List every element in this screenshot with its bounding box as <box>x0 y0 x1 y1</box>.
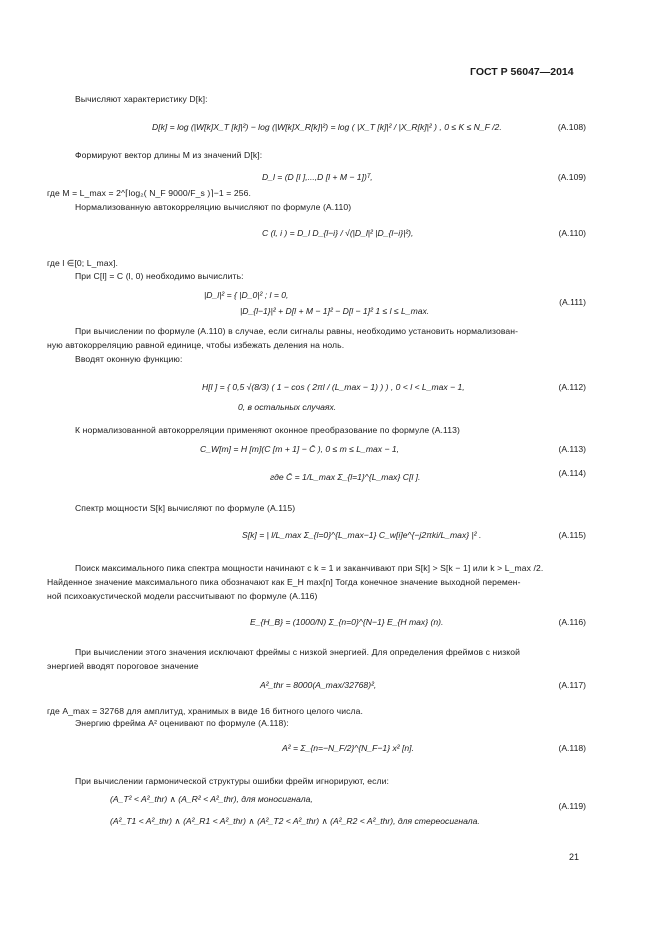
paragraph <box>47 706 363 716</box>
paragraph-text: энергией вводят пороговое значение <box>47 661 199 671</box>
paragraph-text: Энергию фрейма A² оценивают по формуле (А.118): <box>75 718 289 728</box>
paragraph-text: К нормализованной автокорреляции применяют оконное преобразование по формуле (А.113) <box>75 425 460 435</box>
equation-number: (А.116) <box>558 617 586 627</box>
paragraph <box>47 188 251 199</box>
formula-a119-line1 <box>110 794 313 805</box>
formula-text: C (l, i ) = D_l D_{l−i} / √(|D_l|² |D_{l−i}|²), <box>262 228 414 238</box>
paragraph <box>75 271 244 281</box>
formula-text: D_l = (D [l ],...,D [l + M − 1])ᵀ, <box>262 172 373 182</box>
paragraph <box>75 354 182 364</box>
paragraph <box>47 340 344 350</box>
paragraph <box>75 326 518 336</box>
formula-a114 <box>270 472 420 482</box>
paragraph <box>47 258 118 269</box>
formula-a117 <box>260 680 376 690</box>
formula-text: (A²_T1 < A²_thr) ∧ (A²_R1 < A²_thr) ∧ (A²_T2 < A²_thr) ∧ (A²_R2 < A²_thr), для стереосигнала. <box>110 816 480 826</box>
equation-number: (А.115) <box>558 530 586 540</box>
paragraph-text: Поиск максимального пика спектра мощности начинают с k = 1 и заканчивают при S[k] > S[k − 1] или k > L_max /2. <box>75 563 544 573</box>
formula-a119-line2 <box>110 816 480 827</box>
paragraph <box>75 503 295 513</box>
formula-text: D[k] = log (|W[k]X_T [k]|²) − log (|W[k]X_R[k]|²) = log ( |X_T [k]|² / |X_R[k]|² ) , 0 ≤ K ≤ N_F /2. <box>152 122 502 132</box>
document-header: ГОСТ Р 56047—2014 <box>470 66 574 78</box>
paragraph-text: Вводят оконную функцию: <box>75 354 183 364</box>
equation-number: (А.117) <box>558 680 586 690</box>
paragraph-text: ную автокорреляцию равной единице, чтобы избежать деления на ноль. <box>47 340 345 350</box>
paragraph-text: Нормализованную автокорреляцию вычисляют по формуле (А.110) <box>75 202 352 212</box>
formula-a111-line1 <box>204 290 288 300</box>
formula-text: где C̄ = 1/L_max Σ_{l=1}^{L_max} C[l ]. <box>270 472 421 482</box>
paragraph <box>47 661 199 671</box>
formula-text: C_W[m] = H [m](C [m + 1] − C̄ ), 0 ≤ m ≤ L_max − 1, <box>200 444 400 454</box>
paragraph <box>75 425 460 435</box>
formula-text: (A_T² < A²_thr) ∧ (A_R² < A²_thr), для моносигнала, <box>110 794 313 804</box>
paragraph-text: где M = L_max = 2^⌈log₂( N_F 9000/F_s )⌉−1 = 256. <box>47 188 251 198</box>
paragraph-text: При вычислении этого значения исключают фреймы с низкой энергией. Для определения фреймов с низкой <box>75 647 521 657</box>
formula-a109 <box>262 172 373 182</box>
formula-text: |D_l|² = { |D_0|² ; l = 0, <box>204 290 289 300</box>
paragraph <box>75 647 520 657</box>
formula-text: A²_thr = 8000(A_max/32768)², <box>260 680 377 690</box>
formula-a113 <box>200 444 399 454</box>
paragraph-text: Вычисляют характеристику D[k]: <box>75 94 208 104</box>
paragraph <box>75 150 262 160</box>
formula-text: |D_{l−1}|² + D[l + M − 1]² − D[l − 1]² 1 ≤ l ≤ L_max. <box>240 306 430 316</box>
formula-text: H[l ] = { 0,5 √(8/3) ( 1 − cos ( 2πl / (L_max − 1) ) ) , 0 < l < L_max − 1, <box>202 382 465 392</box>
equation-number: (А.109) <box>557 172 586 182</box>
page-number: 21 <box>569 852 580 862</box>
paragraph-text: Формируют вектор длины M из значений D[k]: <box>75 150 263 160</box>
paragraph <box>75 202 351 212</box>
formula-text: E_{H_B} = (1000/N) Σ_{n=0}^{N−1} E_{H max} (n). <box>250 617 444 627</box>
equation-number: (А.112) <box>558 382 586 392</box>
paragraph-text: При вычислении по формуле (А.110) в случае, если сигналы равны, необходимо установить нормализован- <box>75 326 519 336</box>
formula-a115 <box>242 530 481 540</box>
equation-number: (А.113) <box>558 444 586 454</box>
equation-number: (А.114) <box>558 468 586 478</box>
paragraph-text: Найденное значение максимального пика обозначают как E_H max[n] Тогда конечное значение выходной перемен- <box>47 577 521 587</box>
formula-a111-line2 <box>240 306 429 316</box>
paragraph <box>47 577 521 587</box>
paragraph <box>75 718 289 728</box>
equation-number: (А.108) <box>557 122 586 132</box>
paragraph-text: где l ∈[0; L_max]. <box>47 258 119 268</box>
equation-number: (А.119) <box>558 801 586 811</box>
formula-a112-line2 <box>238 402 336 412</box>
paragraph <box>75 94 208 104</box>
formula-text: S[k] = | l/L_max Σ_{l=0}^{L_max−1} C_w[i]e^{−j2πki/L_max} |² . <box>242 530 482 540</box>
equation-number: (А.111) <box>559 297 586 307</box>
formula-text: 0, в остальных случаях. <box>238 402 337 412</box>
paragraph-text: ной психоакустической модели рассчитывают по формуле (А.116) <box>47 591 318 601</box>
formula-a110 <box>262 228 413 238</box>
paragraph-text: При C[l] = C (l, 0) необходимо вычислить: <box>75 271 244 281</box>
paragraph <box>75 563 543 573</box>
paragraph-text: При вычислении гармонической структуры ошибки фрейм игнорируют, если: <box>75 776 390 786</box>
formula-a112-line1 <box>202 382 465 392</box>
paragraph <box>75 776 389 786</box>
paragraph-text: Спектр мощности S[k] вычисляют по формуле (А.115) <box>75 503 296 513</box>
equation-number: (А.110) <box>558 228 586 238</box>
formula-a118 <box>282 743 414 753</box>
paragraph <box>47 591 317 601</box>
formula-text: A² = Σ_{n=−N_F/2}^{N_F−1} x² [n]. <box>282 743 414 753</box>
paragraph-text: где A_max = 32768 для амплитуд, хранимых в виде 16 битного целого числа. <box>47 706 364 716</box>
formula-a108 <box>152 122 502 132</box>
formula-a116 <box>250 617 443 627</box>
equation-number: (А.118) <box>558 743 586 753</box>
